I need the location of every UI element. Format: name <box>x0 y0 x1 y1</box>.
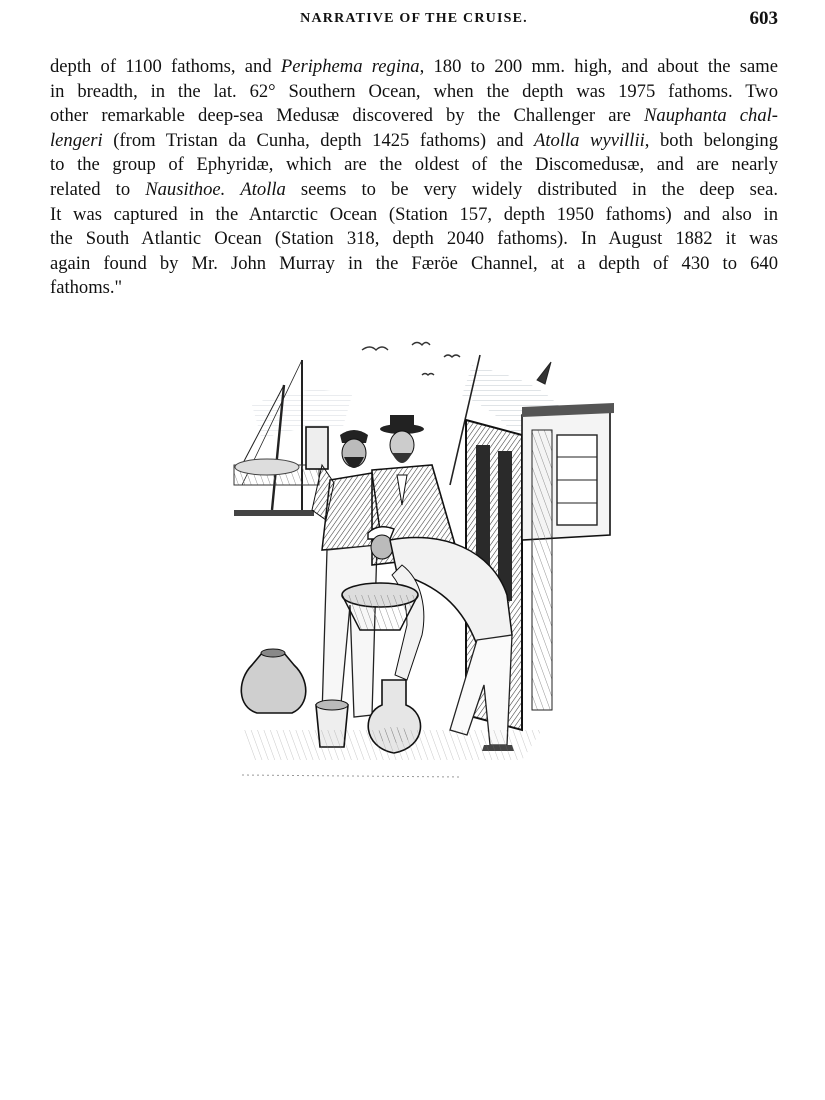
text-run: , 180 to 200 mm. high, and about the same <box>419 56 779 77</box>
text-run: the South Atlantic Ocean (Station 318, depth 2040 fathoms). In August 1882 it was <box>50 228 778 250</box>
italic-term: Nausithoe. <box>145 178 226 200</box>
text-run: in breadth, in the lat. 62° Southern Ocean, when the depth was 1975 fathoms. Two <box>50 80 778 102</box>
text-line <box>50 153 778 178</box>
text-line <box>50 252 778 277</box>
text-run: fathoms." <box>50 277 123 299</box>
engraving-illustration <box>222 335 627 785</box>
italic-term: Atolla wyvillii <box>534 129 645 151</box>
text-run: It was captured in the Antarctic Ocean (Station 157, depth 1950 fathoms) and also in <box>50 203 778 225</box>
engraving-svg <box>222 335 627 785</box>
text-line <box>50 178 778 203</box>
body-paragraph <box>50 55 778 301</box>
text-line <box>50 227 778 252</box>
water-jug <box>241 649 305 713</box>
text-run: to the group of Ephyridæ, which are the oldest of the Discomedusæ, and are nearly <box>50 154 778 176</box>
text-line <box>50 104 778 129</box>
text-run: seems to be very widely distributed in the deep sea. <box>285 178 778 200</box>
italic-term: Nauphanta chal- <box>644 105 778 127</box>
italic-term: Periphema regina <box>280 56 420 77</box>
text-line <box>50 80 778 105</box>
running-head <box>50 8 778 34</box>
italic-term: Atolla <box>240 178 286 200</box>
italic-term: lengeri <box>50 129 103 151</box>
deckhouse <box>522 403 614 710</box>
text-run: other remarkable deep-sea Medusæ discovered by the Challenger are <box>50 105 645 127</box>
running-title: NARRATIVE OF THE CRUISE. <box>300 11 528 26</box>
text-line <box>50 203 778 228</box>
text-line <box>50 129 778 154</box>
deck-shading <box>242 730 542 777</box>
text-run: again found by Mr. John Murray in the Færöe Channel, at a depth of 430 to 640 <box>50 252 778 274</box>
birds <box>362 343 460 376</box>
text-run: (from Tristan da Cunha, depth 1425 fathoms) and <box>102 129 535 151</box>
text-line <box>50 276 778 301</box>
text-run <box>225 179 240 200</box>
text-run: depth of 1100 fathoms, and <box>50 56 281 77</box>
text-run: related to <box>50 178 146 200</box>
page-number: 603 <box>749 8 778 29</box>
text-line <box>50 55 778 80</box>
text-run: , both belonging <box>644 129 778 151</box>
